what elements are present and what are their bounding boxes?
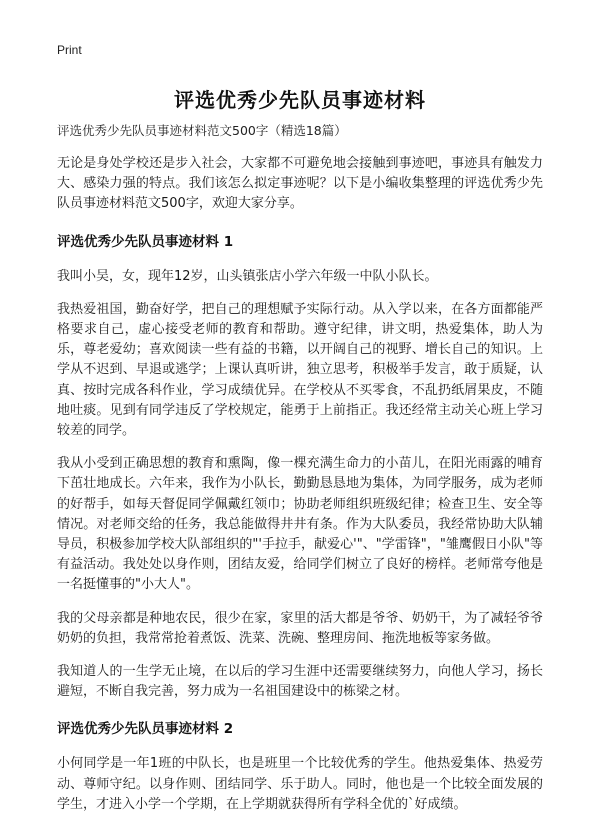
- section-1-paragraph-2: 我热爱祖国，勤奋好学，把自己的理想赋予实际行动。从入学以来，在各方面都能严格要求自己，虚心接受老师的教育和帮助。遵守纪律，讲文明，热爱集体，助人为乐，尊老爱幼；喜欢阅读一些有益的书籍，以开阔自己的视野、增长自己的知识。上学从不迟到、早退或逃学；上课认真听讲，独立思考，积极举手发言，敢于质疑，认真、按时完成各科作业，学习成绩优异。在学校从不买零食，不乱扔纸屑果皮，不随地吐痰。见到有同学违反了学校规定，能勇于上前指正。我还经常主动关心班上学习较差的同学。: [57, 301, 543, 439]
- section-heading-1: 评选优秀少先队员事迹材料 1: [57, 233, 234, 250]
- section-1-paragraph-4: 我的父母亲都是种地农民，很少在家，家里的活大都是爷爷、奶奶干，为了减轻爷爷奶奶的负担，我常常抢着煮饭、洗菜、洗碗、整理房间、拖洗地板等家务做。: [57, 610, 543, 646]
- section-1-paragraph-5: 我知道人的一生学无止境，在以后的学习生涯中还需要继续努力，向他人学习，扬长避短，不断自我完善，努力成为一名祖国建设中的栋梁之材。: [57, 664, 543, 700]
- document-body: [57, 122, 543, 828]
- section-heading-2: 评选优秀少先队员事迹材料 2: [57, 721, 234, 738]
- section-2-paragraph-1: 小何同学是一年1班的中队长，也是班里一个比较优秀的学生。他热爱集体、热爱劳动、尊师守纪。以身作则、团结同学、乐于助人。同时，他也是一个比较全面发展的学生，才进入小学一个学期，在上学期就获得所有学科全优的`好成绩。: [57, 756, 543, 812]
- intro-paragraph: 无论是身处学校还是步入社会，大家都不可避免地会接触到事迹吧，事迹具有触发力大、感染力强的特点。我们该怎么拟定事迹呢？以下是小编收集整理的评选优秀少先队员事迹材料范文500字，欢迎大家分享。: [57, 156, 543, 212]
- section-1-paragraph-3: 我从小受到正确思想的教育和熏陶，像一棵充满生命力的小苗儿，在阳光雨露的哺育下茁壮地成长。六年来，我作为小队长，勤勤恳恳地为集体，为同学服务，成为老师的好帮手，如每天督促同学佩戴红领巾；协助老师组织班级纪律；检查卫生、安全等情况。对老师交给的任务，我总能做得井井有条。作为大队委员，我经常协助大队辅导员，积极参加学校大队部组织的"'手拉手，献爱心'"、"学雷锋"，"雏鹰假日小队"等有益活动。我处处以身作则，团结友爱，给同学们树立了良好的榜样。老师常夸他是一名挺懂事的"小大人"。: [57, 456, 543, 593]
- section-1-paragraph-1: 我叫小吴，女，现年12岁，山头镇张店小学六年级一中队小队长。: [57, 268, 438, 284]
- document-title: 评选优秀少先队员事迹材料: [174, 88, 426, 112]
- print-link[interactable]: Print: [57, 43, 82, 57]
- document-subtitle: 评选优秀少先队员事迹材料范文500字（精选18篇）: [57, 123, 347, 138]
